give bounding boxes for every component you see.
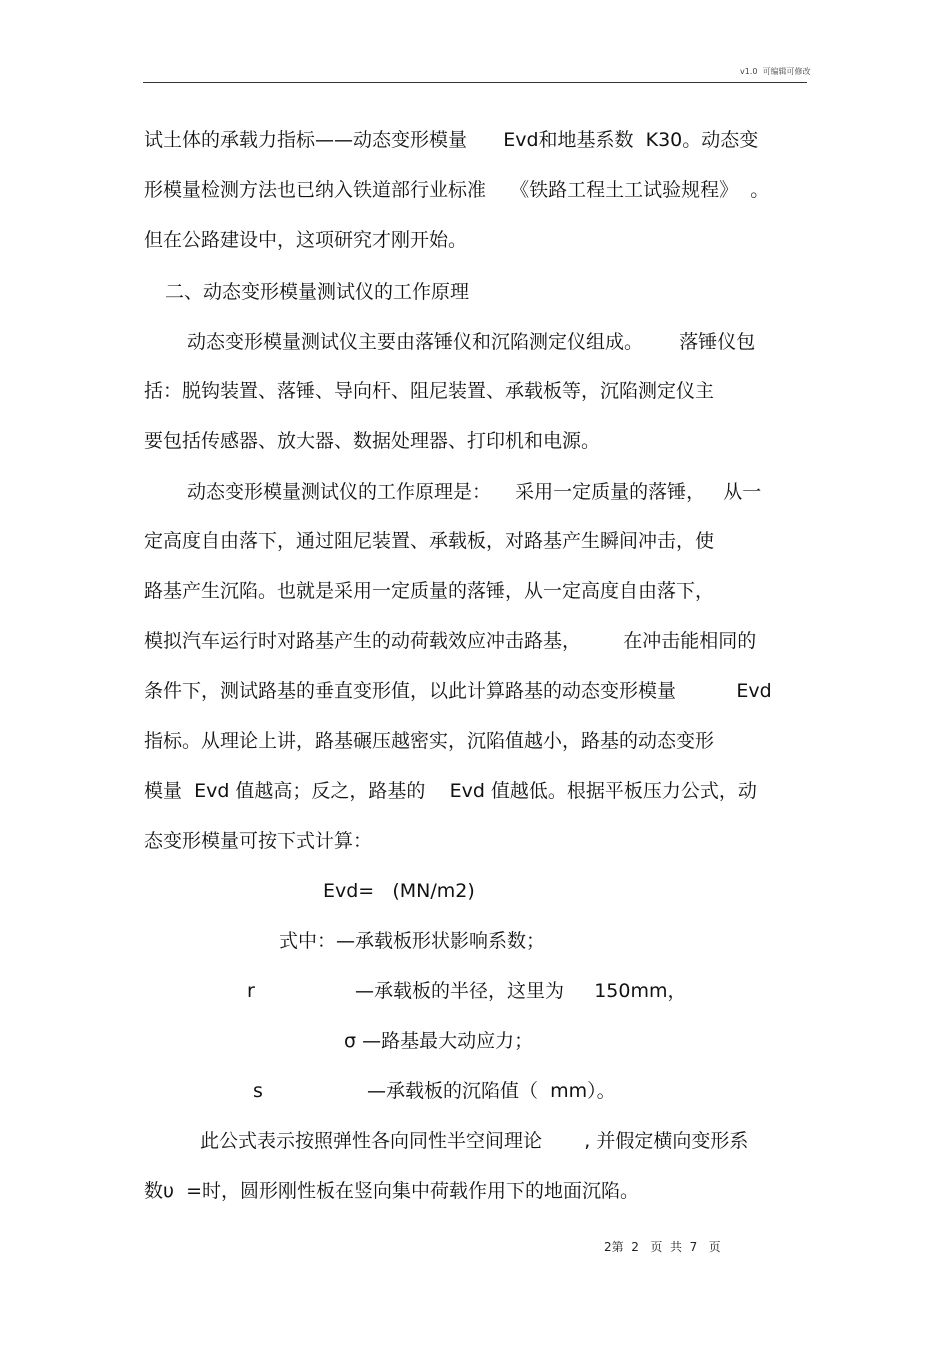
formula-legend-line: 式中：—承载板形状影响系数； <box>279 930 546 952</box>
body-line: 括：脱钩装置、落锤、导向杆、阻尼装置、承载板等，沉陷测定仪主 <box>144 380 715 402</box>
body-line: 试土体的承载力指标——动态变形模量 Evd和地基系数 K30。动态变 <box>144 129 759 151</box>
body-line: 动态变形模量测试仪主要由落锤仪和沉陷测定仪组成。 落锤仪包 <box>187 331 756 353</box>
body-line: 数υ =时，圆形刚性板在竖向集中荷载作用下的地面沉陷。 <box>144 1180 639 1202</box>
body-line: 但在公路建设中，这项研究才刚开始。 <box>144 229 468 251</box>
formula-symbol: r <box>247 980 255 1002</box>
body-line: 动态变形模量测试仪的工作原理是： 采用一定质量的落锤， 从一 <box>187 481 762 503</box>
body-line: 指标。从理论上讲，路基碾压越密实，沉陷值越小，路基的动态变形 <box>144 730 715 752</box>
formula-legend-line: σ —路基最大动应力； <box>344 1030 534 1052</box>
body-line: 形模量检测方法也已纳入铁道部行业标准 《铁路工程土工试验规程》 。 <box>144 179 770 201</box>
formula: Evd= (MN/m2) <box>323 880 475 902</box>
body-line: 路基产生沉陷。也就是采用一定质量的落锤，从一定高度自由落下， <box>144 580 715 602</box>
page-footer: 2第 2 页 共 7 页 <box>604 1240 721 1254</box>
body-line: 模拟汽车运行时对路基产生的动荷载效应冲击路基， 在冲击能相同的 <box>144 630 757 652</box>
body-line: 条件下，测试路基的垂直变形值，以此计算路基的动态变形模量 Evd <box>144 680 772 702</box>
body-line: 模量 Evd 值越高；反之，路基的 Evd 值越低。根据平板压力公式，动 <box>144 780 757 802</box>
header-rule <box>143 82 807 83</box>
body-line: 要包括传感器、放大器、数据处理器、打印机和电源。 <box>144 430 601 452</box>
section-heading: 二、动态变形模量测试仪的工作原理 <box>165 281 470 303</box>
body-line: 定高度自由落下，通过阻尼装置、承载板，对路基产生瞬间冲击，使 <box>144 530 715 552</box>
formula-symbol: s <box>253 1080 263 1102</box>
header-version: v1.0 可编辑可修改 <box>740 67 811 76</box>
formula-legend-line: —承载板的半径，这里为 150mm， <box>355 980 687 1002</box>
body-line: 态变形模量可按下式计算： <box>144 830 373 852</box>
body-line: 此公式表示按照弹性各向同性半空间理论 , 并假定横向变形系 <box>200 1130 749 1152</box>
formula-legend-line: —承载板的沉陷值（ mm）。 <box>367 1080 616 1102</box>
